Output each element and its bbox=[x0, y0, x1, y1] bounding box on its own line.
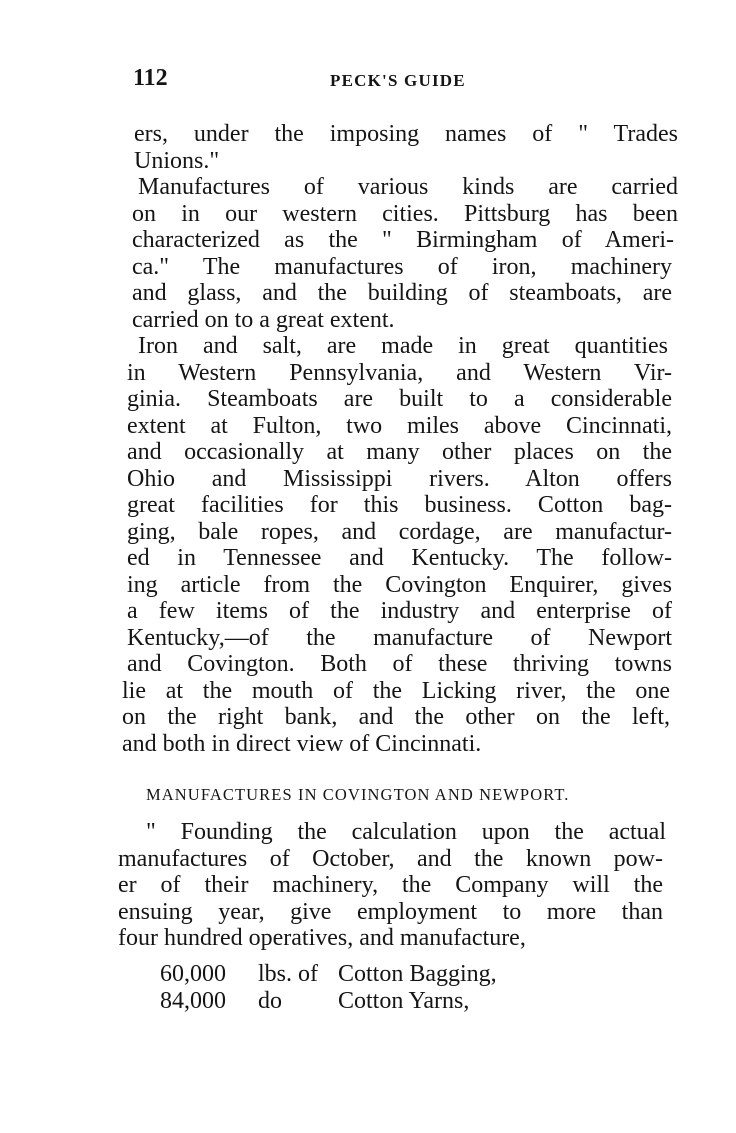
body-line: a few items of the industry and enterprise of bbox=[127, 598, 672, 624]
body-line: Kentucky,—of the manufacture of Newport bbox=[127, 624, 672, 651]
body-line: lie at the mouth of the Licking river, the one bbox=[122, 677, 670, 704]
main-text bbox=[118, 121, 678, 757]
body-line: and Covington. Both of these thriving towns bbox=[127, 651, 672, 677]
page-number: 112 bbox=[133, 65, 168, 91]
body-line: and glass, and the building of steamboats, are bbox=[132, 280, 672, 306]
body-line: in Western Pennsylvania, and Western Vir- bbox=[127, 359, 672, 386]
body-line: and occasionally at many other places on the bbox=[127, 439, 672, 465]
body-line: Manufactures of various kinds are carried bbox=[138, 174, 678, 200]
item-product: Cotton Yarns, bbox=[338, 988, 470, 1014]
item-quantity: 84,000 bbox=[160, 988, 226, 1014]
quote-line: " Founding the calculation upon the actual bbox=[146, 819, 666, 845]
quote-line: er of their machinery, the Company will the bbox=[118, 872, 663, 898]
body-line: ging, bale ropes, and cordage, are manufactur- bbox=[127, 518, 672, 545]
item-unit: lbs. of bbox=[258, 961, 318, 987]
body-line: ca." The manufactures of iron, machinery bbox=[132, 253, 672, 280]
running-title: PECK'S GUIDE bbox=[330, 71, 466, 90]
manufacture-item bbox=[160, 961, 497, 988]
quote-line: ensuing year, give employment to more than bbox=[118, 898, 663, 925]
body-line: Ohio and Mississippi rivers. Alton offers bbox=[127, 465, 672, 492]
quote-line: four hundred operatives, and manufacture, bbox=[118, 925, 526, 951]
body-line: on the right bank, and the other on the left, bbox=[122, 704, 670, 730]
body-line: ginia. Steamboats are built to a considerable bbox=[127, 386, 672, 412]
manufacture-item bbox=[160, 988, 469, 1015]
body-line: Iron and salt, are made in great quantities bbox=[138, 333, 668, 359]
body-line: Unions." bbox=[134, 147, 220, 174]
item-quantity: 60,000 bbox=[160, 961, 226, 987]
item-unit: do bbox=[258, 988, 282, 1014]
body-line: extent at Fulton, two miles above Cincinnati, bbox=[127, 412, 672, 439]
body-line: ed in Tennessee and Kentucky. The follow- bbox=[127, 545, 672, 571]
body-line: great facilities for this business. Cotton bag- bbox=[127, 492, 672, 518]
quoted-report bbox=[118, 819, 665, 952]
body-line: on in our western cities. Pittsburg has been bbox=[132, 200, 678, 227]
section-heading: MANUFACTURES IN COVINGTON AND NEWPORT. bbox=[146, 785, 570, 804]
body-line: and both in direct view of Cincinnati. bbox=[122, 730, 482, 757]
body-line: ing article from the Covington Enquirer, gives bbox=[127, 571, 672, 598]
body-line: carried on to a great extent. bbox=[132, 306, 395, 333]
item-product: Cotton Bagging, bbox=[338, 961, 497, 987]
body-line: ers, under the imposing names of " Trades bbox=[134, 121, 678, 147]
quote-line: manufactures of October, and the known pow- bbox=[118, 845, 663, 872]
body-line: characterized as the " Birmingham of Ameri- bbox=[132, 227, 674, 253]
